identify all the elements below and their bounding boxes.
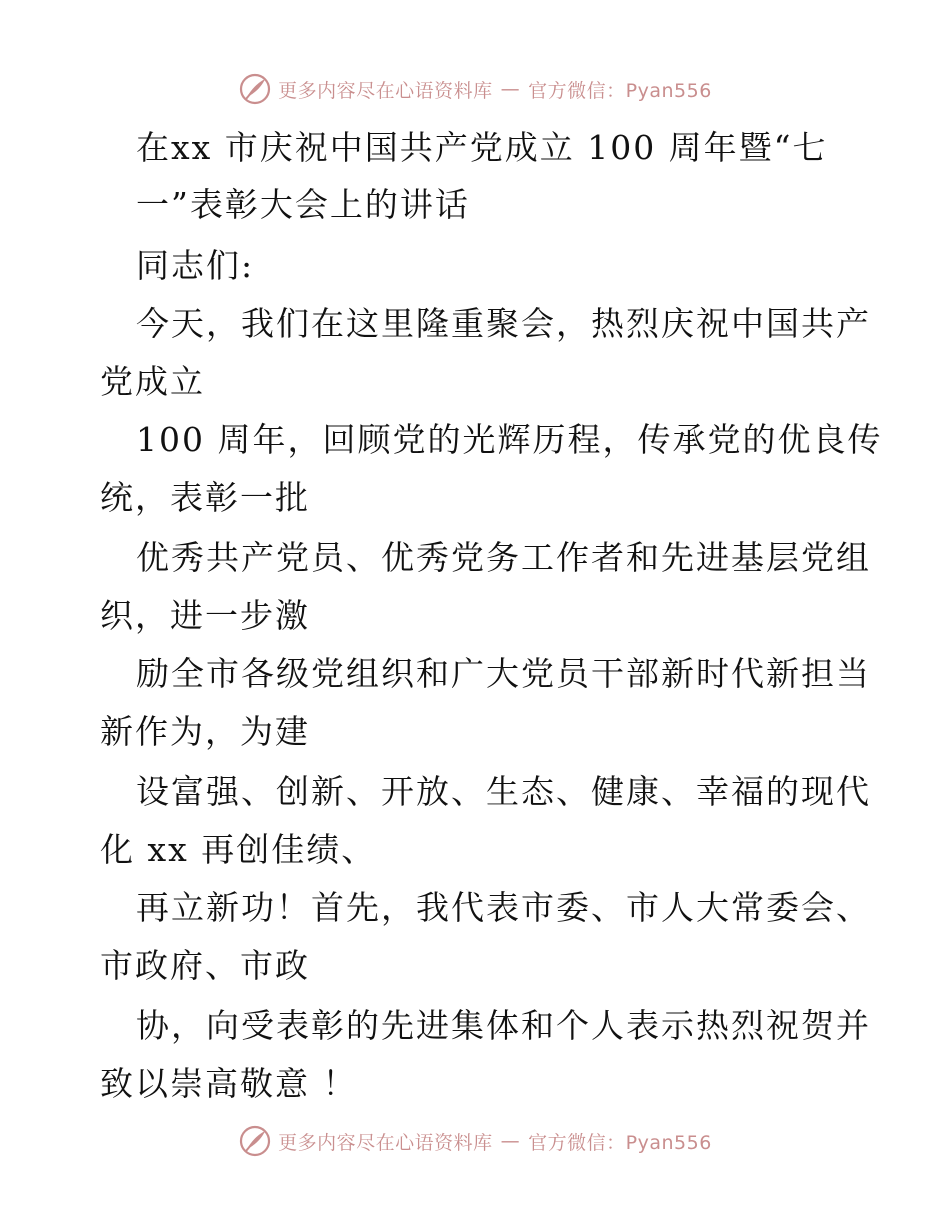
watermark-separator: — <box>500 78 521 100</box>
doc-line: 新作为，为建 <box>100 712 310 751</box>
doc-line: 再立新功！首先，我代表市委、市人大常委会、 <box>136 888 871 927</box>
doc-line: 在xx 市庆祝中国共产党成立 100 周年暨“七 <box>136 128 828 167</box>
doc-line: 一”表彰大会上的讲话 <box>136 185 470 224</box>
header-watermark <box>0 72 950 106</box>
doc-line: 设富强、创新、开放、生态、健康、幸福的现代 <box>136 772 871 811</box>
watermark-separator: — <box>500 1130 521 1152</box>
quill-pen-logo-icon <box>238 1124 272 1158</box>
doc-line: 同志们: <box>136 246 255 285</box>
doc-line: 励全市各级党组织和广大党员干部新时代新担当 <box>136 654 871 693</box>
watermark-wechat-text: 官方微信：Pyan556 <box>528 1131 712 1154</box>
quill-pen-logo-icon <box>238 72 272 106</box>
doc-line: 优秀共产党员、优秀党务工作者和先进基层党组 <box>136 538 871 577</box>
doc-line: 100 周年，回顾党的光辉历程，传承党的优良传 <box>136 420 883 459</box>
doc-line: 今天，我们在这里隆重聚会，热烈庆祝中国共产 <box>136 304 871 343</box>
doc-line: 化 xx 再创佳绩、 <box>100 830 377 869</box>
doc-line: 党成立 <box>100 362 205 401</box>
watermark-site-text: 更多内容尽在心语资料库 <box>278 1131 493 1154</box>
doc-line: 致以崇高敬意 ！ <box>100 1064 358 1103</box>
footer-watermark <box>0 1124 950 1158</box>
doc-line: 织，进一步激 <box>100 596 310 635</box>
watermark-wechat-text: 官方微信：Pyan556 <box>528 79 712 102</box>
watermark-site-text: 更多内容尽在心语资料库 <box>278 79 493 102</box>
doc-line: 统，表彰一批 <box>100 478 310 517</box>
doc-line: 协，向受表彰的先进集体和个人表示热烈祝贺并 <box>136 1006 871 1045</box>
doc-line: 市政府、市政 <box>100 946 310 985</box>
